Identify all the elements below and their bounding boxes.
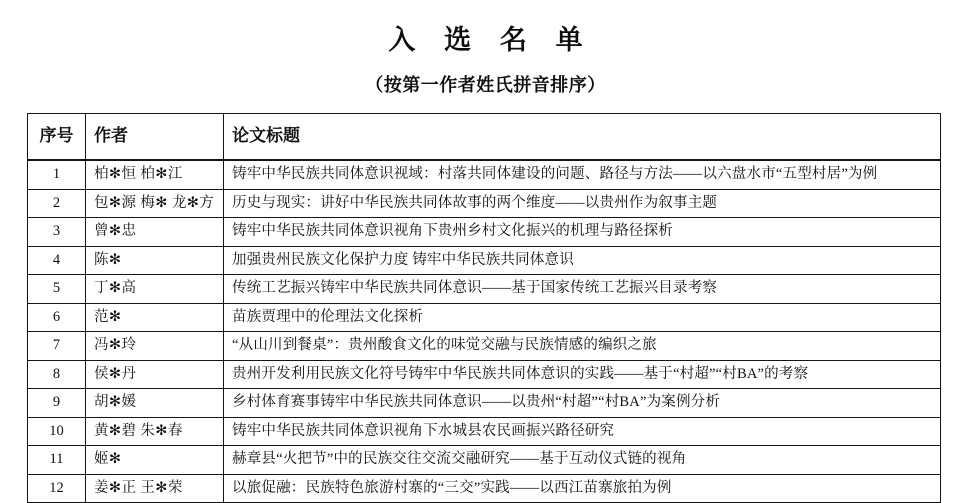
cell-paper-title: 传统工艺振兴铸牢中华民族共同体意识——基于国家传统工艺振兴目录考察 [224,275,941,304]
cell-paper-title: 乡村体育赛事铸牢中华民族共同体意识——以贵州“村超”“村BA”为案例分析 [224,389,941,418]
cell-author: 丁✻高 [86,275,224,304]
cell-author: 冯✻玲 [86,332,224,361]
table-body [28,160,941,503]
table-row [28,218,941,247]
cell-序号: 5 [28,275,86,304]
table-row [28,332,941,361]
cell-author: 姜✻正 王✻荣 [86,474,224,503]
table-row [28,389,941,418]
table-row [28,446,941,475]
cell-paper-title: 铸牢中华民族共同体意识视域：村落共同体建设的问题、路径与方法——以六盘水市“五型村居”为例 [224,160,941,189]
table-row [28,303,941,332]
cell-author: 范✻ [86,303,224,332]
cell-author: 姬✻ [86,446,224,475]
page-subtitle: （按第一作者姓氏拼音排序） [365,75,606,96]
cell-序号: 4 [28,246,86,275]
column-header-no: 序号 [28,114,86,161]
table-header [28,114,941,161]
cell-paper-title: “从山川到餐桌”：贵州酸食文化的味觉交融与民族情感的编织之旅 [224,332,941,361]
cell-序号: 9 [28,389,86,418]
table-row [28,360,941,389]
table-row [28,246,941,275]
table-header-row [28,114,941,161]
cell-paper-title: 加强贵州民族文化保护力度 铸牢中华民族共同体意识 [224,246,941,275]
cell-paper-title: 铸牢中华民族共同体意识视角下水城县农民画振兴路径研究 [224,417,941,446]
cell-序号: 1 [28,160,86,189]
table-row [28,189,941,218]
cell-author: 陈✻ [86,246,224,275]
cell-序号: 11 [28,446,86,475]
cell-序号: 3 [28,218,86,247]
cell-序号: 10 [28,417,86,446]
cell-序号: 2 [28,189,86,218]
cell-paper-title: 赫章县“火把节”中的民族交往交流交融研究——基于互动仪式链的视角 [224,446,941,475]
listing-table-container [27,113,941,503]
table-row [28,160,941,189]
column-header-title: 论文标题 [224,114,941,161]
table-row [28,474,941,503]
cell-paper-title: 贵州开发利用民族文化符号铸牢中华民族共同体意识的实践——基于“村超”“村BA”的考察 [224,360,941,389]
cell-序号: 8 [28,360,86,389]
cell-序号: 12 [28,474,86,503]
table-row [28,275,941,304]
cell-author: 侯✻丹 [86,360,224,389]
cell-paper-title: 历史与现实：讲好中华民族共同体故事的两个维度——以贵州作为叙事主题 [224,189,941,218]
cell-序号: 6 [28,303,86,332]
title-block [0,0,971,97]
cell-author: 胡✻媛 [86,389,224,418]
cell-paper-title: 苗族贾理中的伦理法文化探析 [224,303,941,332]
column-header-author: 作者 [86,114,224,161]
cell-author: 柏✻恒 柏✻江 [86,160,224,189]
selected-papers-table [27,113,941,503]
cell-author: 包✻源 梅✻ 龙✻方 [86,189,224,218]
cell-author: 曾✻忠 [86,218,224,247]
cell-paper-title: 铸牢中华民族共同体意识视角下贵州乡村文化振兴的机理与路径探析 [224,218,941,247]
cell-paper-title: 以旅促融：民族特色旅游村寨的“三交”实践——以西江苗寨旅拍为例 [224,474,941,503]
cell-author: 黄✻碧 朱✻春 [86,417,224,446]
page-title: 入 选 名 单 [388,25,594,55]
cell-序号: 7 [28,332,86,361]
table-row [28,417,941,446]
